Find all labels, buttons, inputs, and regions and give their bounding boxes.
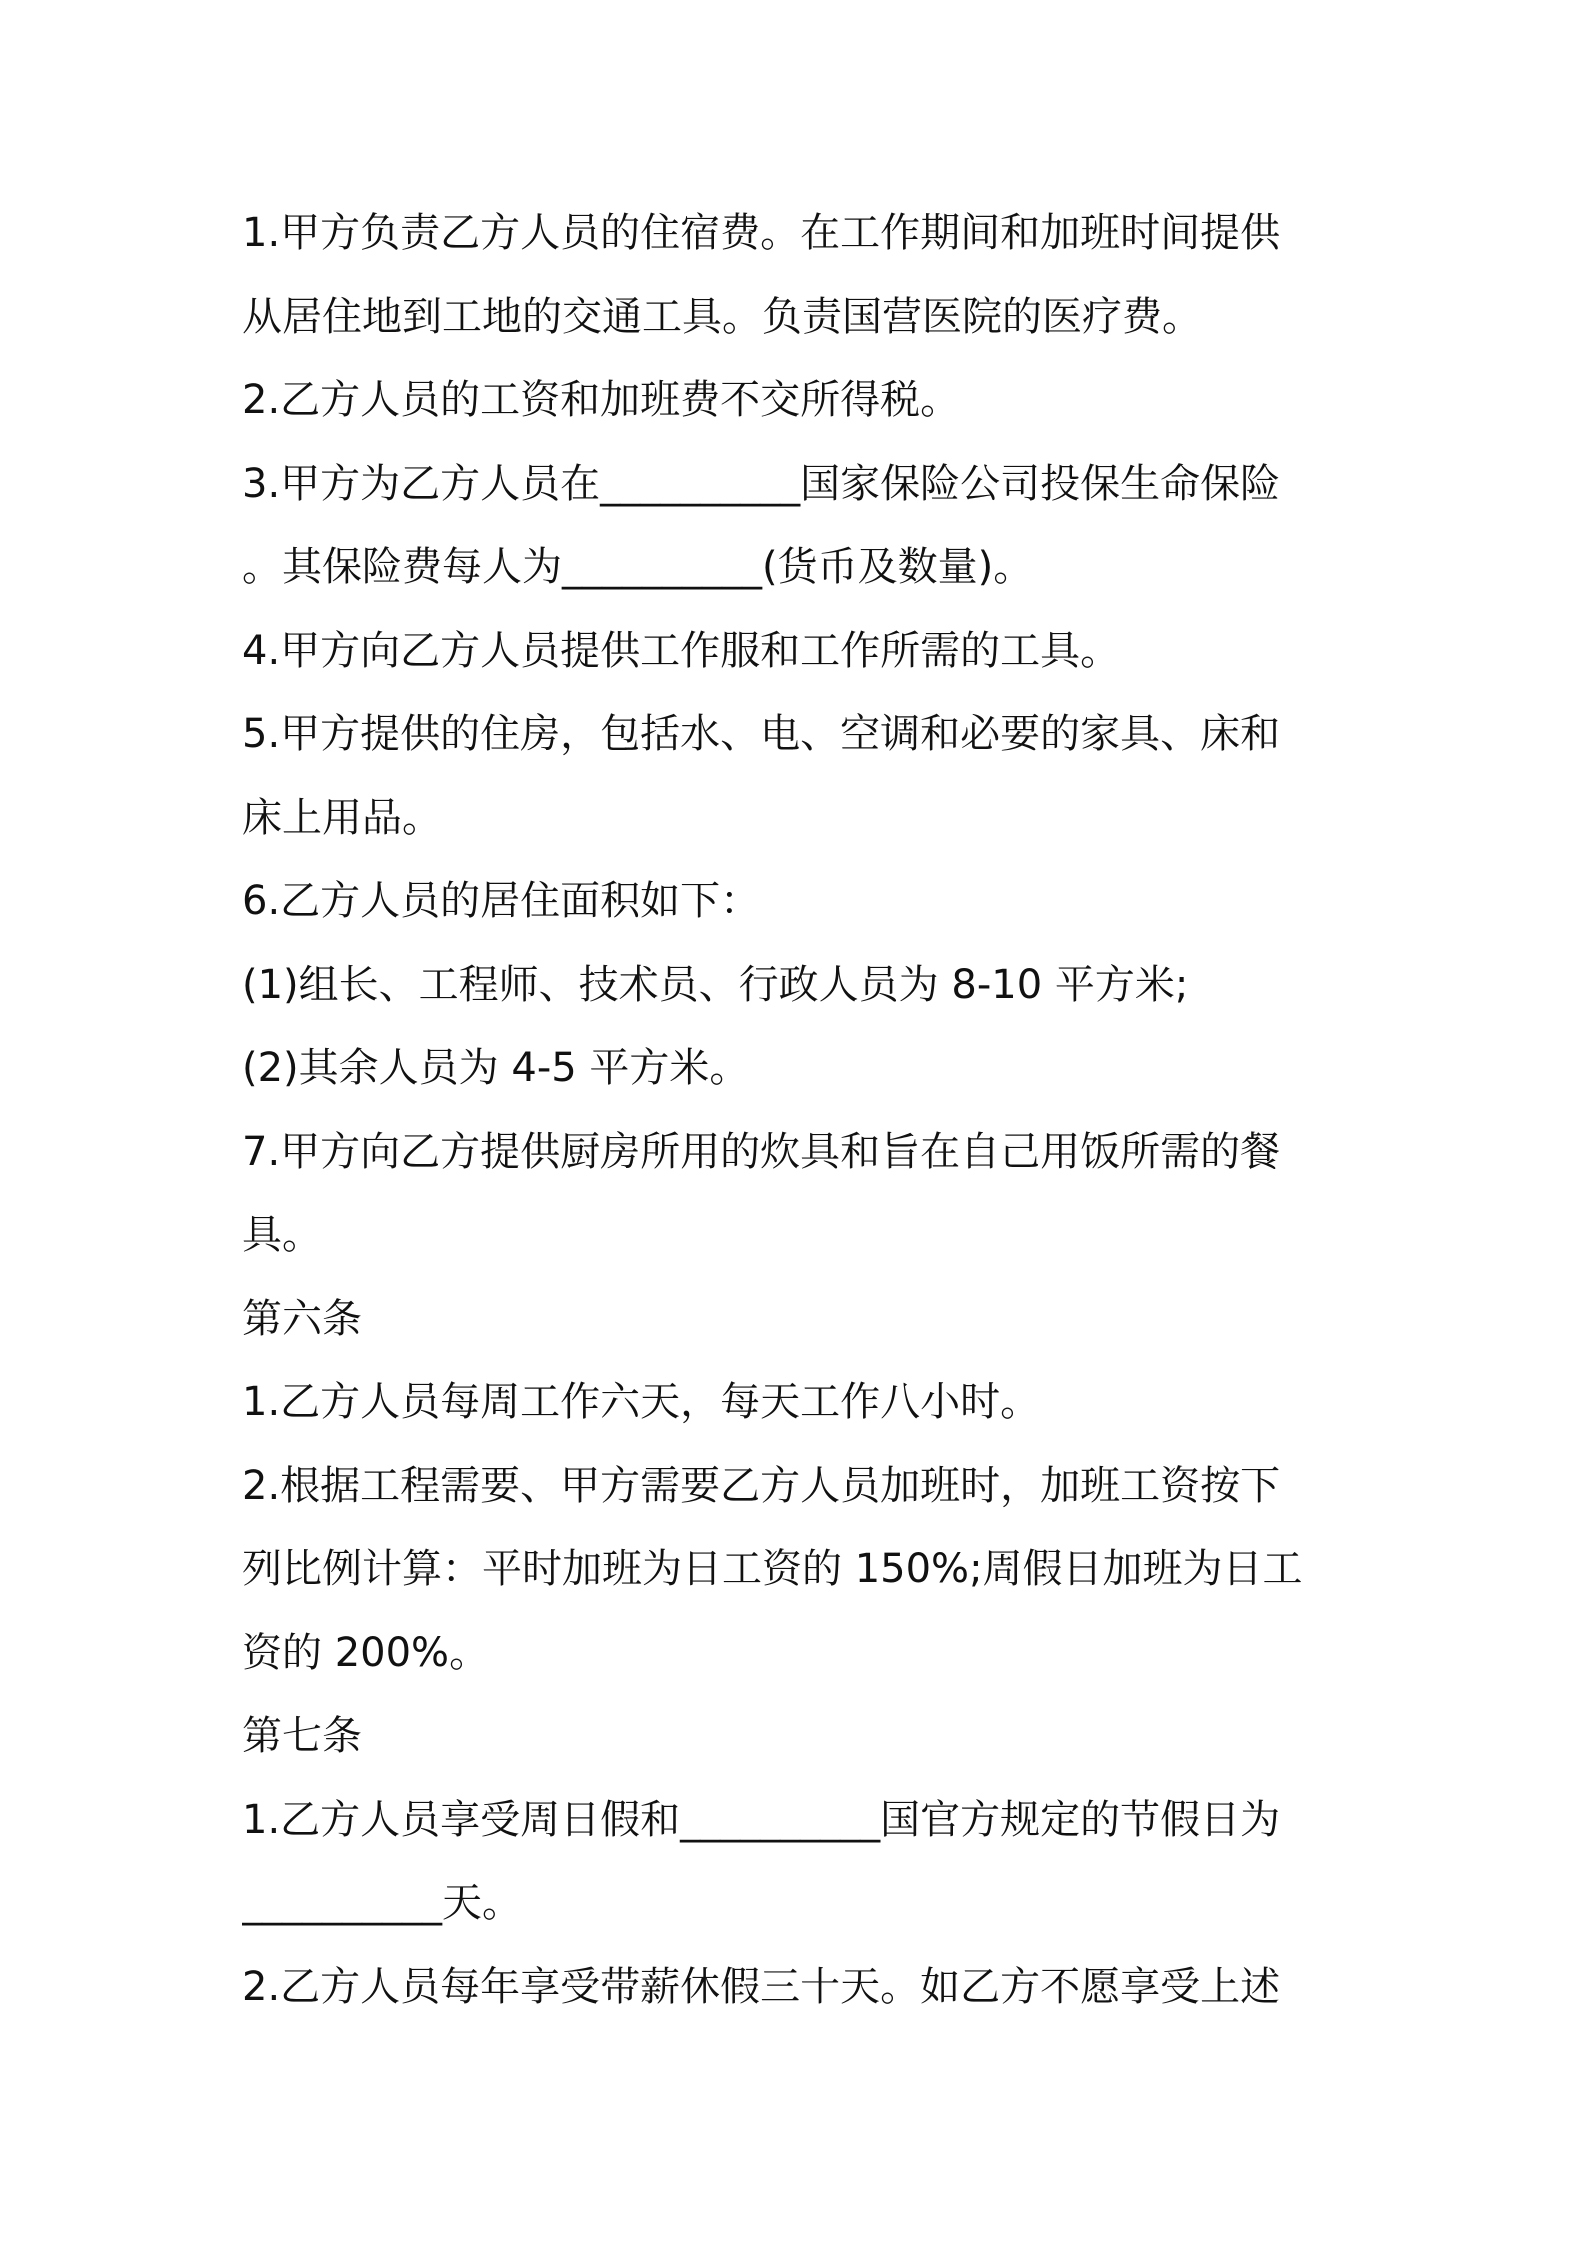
text-line: 2.乙方人员的工资和加班费不交所得税。 [242,377,961,423]
text-line: 。其保险费每人为__________(货币及数量)。 [242,544,1034,590]
text-line: 5.甲方提供的住房，包括水、电、空调和必要的家具、床和 [242,711,1281,757]
text-line: 2.乙方人员每年享受带薪休假三十天。如乙方不愿享受上述 [242,1963,1281,2010]
text-line: 3.甲方为乙方人员在__________国家保险公司投保生命保险 [242,460,1281,507]
section-heading: 第六条 [242,1295,362,1342]
text-line: 7.甲方向乙方提供厨房所用的炊具和旨在自己用饭所需的餐 [242,1128,1281,1175]
text-line: 4.甲方向乙方人员提供工作服和工作所需的工具。 [242,627,1121,674]
text-line: 列比例计算：平时加班为日工资的 150%;周假日加班为日工 [242,1546,1303,1592]
text-line: 床上用品。 [242,794,442,841]
text-line: 1.乙方人员享受周日假和__________国官方规定的节假日为 [242,1796,1281,1843]
text-line: __________天。 [242,1880,522,1926]
text-line: (2)其余人员为 4-5 平方米。 [242,1045,750,1091]
text-line: (1)组长、工程师、技术员、行政人员为 8-10 平方米; [242,961,1189,1008]
section-heading: 第七条 [242,1713,362,1759]
text-line: 1.乙方人员每周工作六天，每天工作八小时。 [242,1379,1041,1425]
text-line: 从居住地到工地的交通工具。负责国营医院的医疗费。 [242,293,1202,340]
text-line: 2.根据工程需要、甲方需要乙方人员加班时，加班工资按下 [242,1462,1281,1509]
document-body [242,192,1362,2029]
text-line: 6.乙方人员的居住面积如下： [242,878,761,924]
text-line: 具。 [242,1212,322,1258]
text-line: 1.甲方负责乙方人员的住宿费。在工作期间和加班时间提供 [242,210,1281,256]
text-line: 资的 200%。 [242,1629,490,1676]
